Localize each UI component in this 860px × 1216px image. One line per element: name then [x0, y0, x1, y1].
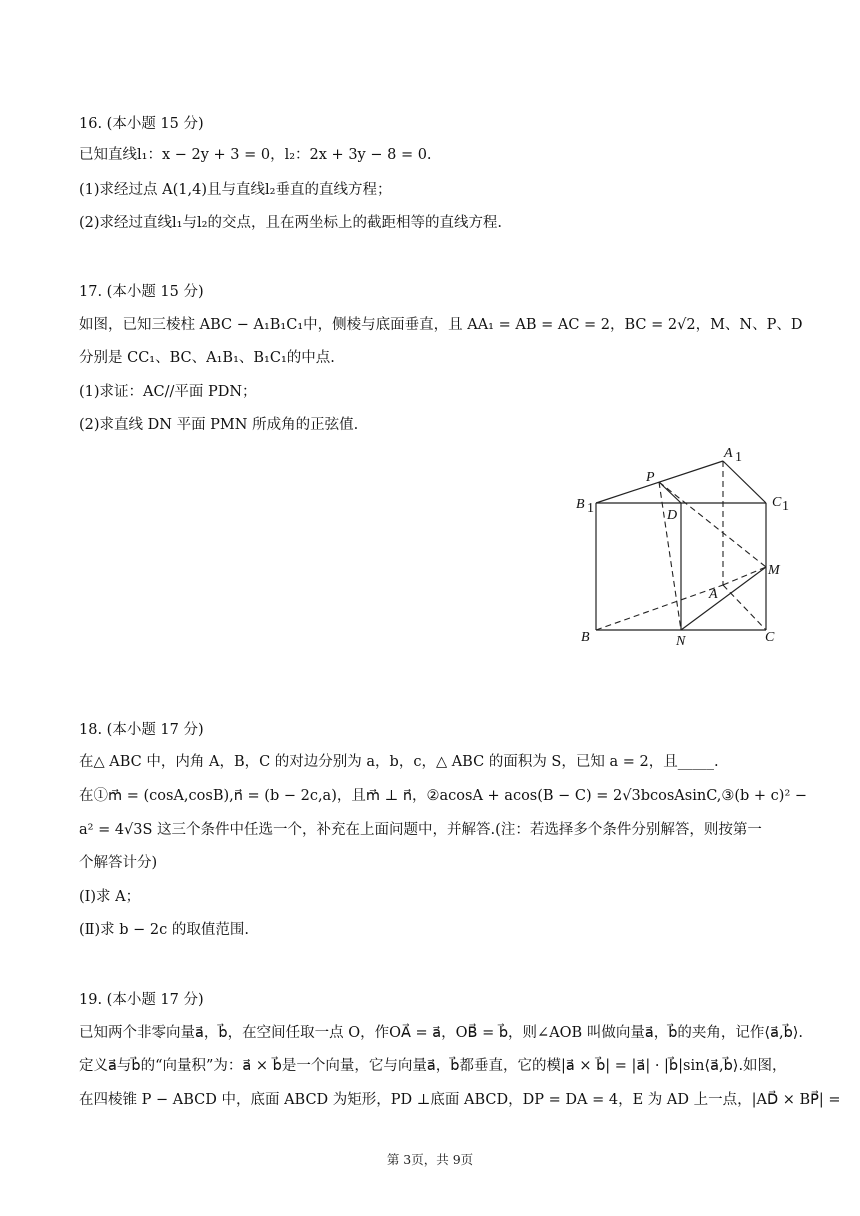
label-P: P — [646, 470, 655, 485]
label-M: M — [768, 563, 780, 578]
q19-line1: 已知两个非零向量a⃗，b⃗，在空间任取一点 O，作OA⃗ = a⃗，OB⃗ = b⃗，则∠AOB 叫做向量a⃗，b⃗的夹角，记作⟨a⃗,b⃗⟩. — [79, 1025, 804, 1041]
q18-heading: 18. (本小题 17 分) — [79, 722, 204, 738]
q16-heading: 16. (本小题 15 分) — [79, 116, 204, 132]
label-B1-sub: 1 — [587, 501, 594, 516]
label-D: D — [667, 508, 678, 523]
q18-line2: 在①m⃗ = (cosA,cosB),n⃗ = (b − 2c,a)，且m⃗ ⊥ n⃗，②acosA + acos(B − C) = 2√3bcosAsinC,③(b + c)² − — [79, 788, 808, 804]
q18-line1: 在△ ABC 中，内角 A，B，C 的对边分别为 a，b，c，△ ABC 的面积为 S，已知 a = 2，且_____. — [79, 754, 719, 770]
q19-line2: 定义a⃗与b⃗的“向量积”为：a⃗ × b⃗是一个向量，它与向量a⃗，b⃗都垂直，它的模|a⃗ × b⃗| = |a⃗| · |b⃗|sin⟨a⃗,b⃗⟩.如图， — [79, 1058, 787, 1074]
label-C: C — [765, 630, 775, 645]
q19-line3: 在四棱锥 P − ABCD 中，底面 ABCD 为矩形，PD ⊥底面 ABCD，DP = DA = 4，E 为 AD 上一点，|AD⃗ × BP⃗| = — [79, 1092, 841, 1108]
q16-part1: (1)求经过点 A(1,4)且与直线l₂垂直的直线方程； — [79, 182, 392, 198]
q17-part2: (2)求直线 DN 平面 PMN 所成角的正弦值. — [79, 417, 359, 433]
q17-part1: (1)求证：AC//平面 PDN； — [79, 384, 257, 400]
label-A: A — [709, 587, 718, 602]
label-N: N — [676, 634, 686, 649]
label-B: B — [581, 630, 590, 645]
label-A1: A — [724, 446, 733, 461]
q17-stem-line2: 分别是 CC₁、BC、A₁B₁、B₁C₁的中点. — [79, 350, 335, 366]
q17-stem-line1: 如图，已知三棱柱 ABC − A₁B₁C₁中，侧棱与底面垂直，且 AA₁ = AB = AC = 2，BC = 2√2，M、N、P、D — [79, 317, 803, 333]
label-B1: B — [576, 497, 585, 512]
q18-part1: (Ⅰ)求 A； — [79, 889, 141, 905]
q18-part2: (Ⅱ)求 b − 2c 的取值范围. — [79, 922, 249, 938]
q16-part2: (2)求经过直线l₁与l₂的交点，且在两坐标上的截距相等的直线方程. — [79, 215, 503, 231]
label-C1-sub: 1 — [782, 499, 789, 514]
q16-stem: 已知直线l₁：x − 2y + 3 = 0，l₂：2x + 3y − 8 = 0. — [79, 147, 432, 163]
q17-heading: 17. (本小题 15 分) — [79, 284, 204, 300]
page-footer: 第 3页，共 9页 — [386, 1152, 474, 1167]
q18-line4: 个解答计分) — [79, 855, 158, 871]
q19-heading: 19. (本小题 17 分) — [79, 992, 204, 1008]
label-C1: C — [772, 495, 782, 510]
label-A1-sub: 1 — [735, 450, 742, 465]
q18-line3: a² = 4√3S 这三个条件中任选一个，补充在上面问题中，并解答.(注：若选择多个条件分别解答，则按第一 — [79, 822, 762, 838]
